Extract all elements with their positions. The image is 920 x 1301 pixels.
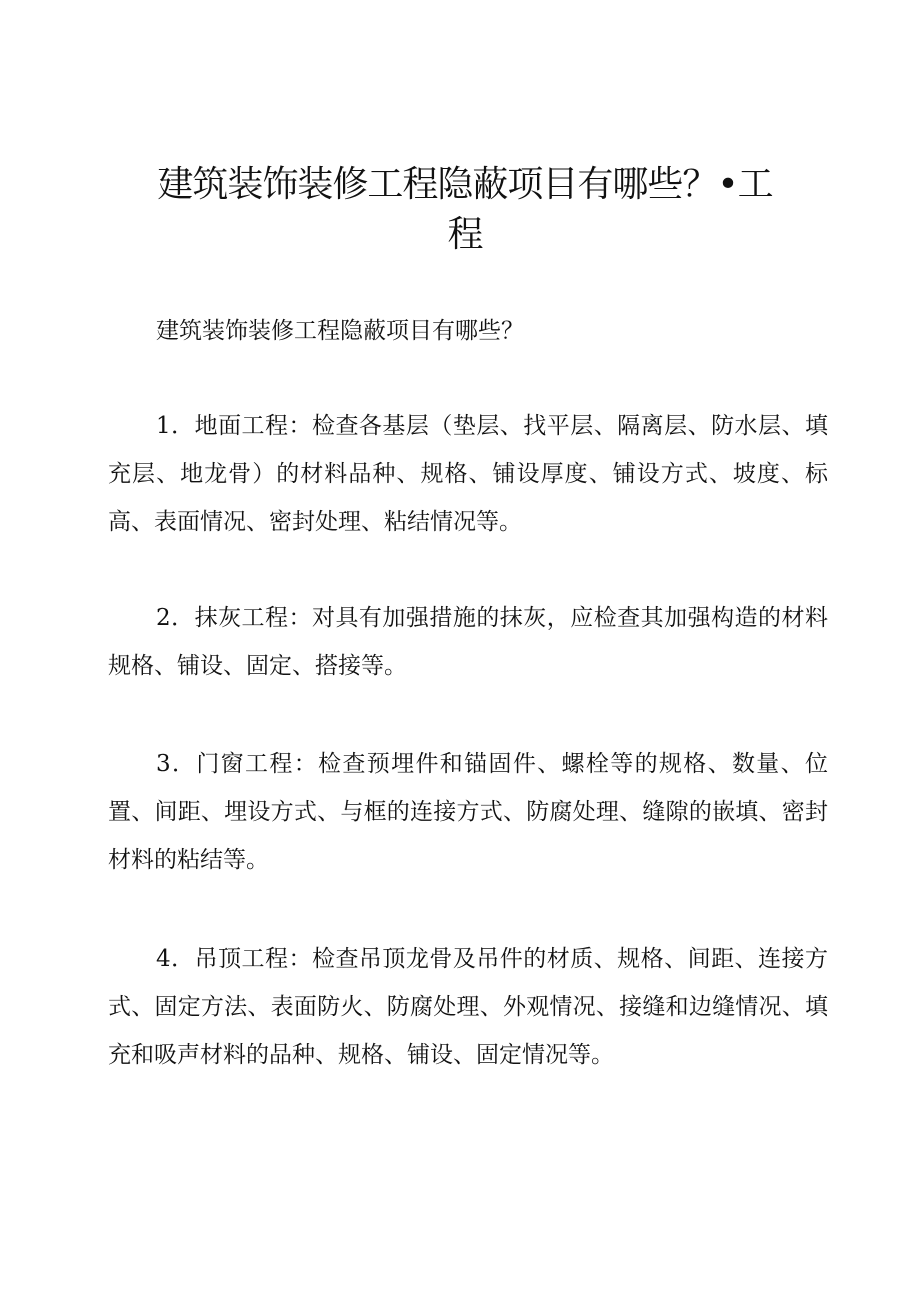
item-paragraph-ceiling: 4．吊顶工程：检查吊顶龙骨及吊件的材质、规格、间距、连接方式、固定方法、表面防火、防腐处理、外观情况、接缝和边缝情况、填充和吸声材料的品种、规格、铺设、固定情况等。 (108, 946, 828, 1068)
item-paragraph-plaster: 2．抹灰工程：对具有加强措施的抹灰，应检查其加强构造的材料规格、铺设、固定、搭接等。 (108, 605, 828, 679)
intro-paragraph: 建筑装饰装修工程隐蔽项目有哪些？ (156, 318, 524, 344)
document-title: 建筑装饰装修工程隐蔽项目有哪些？•工程 (157, 164, 773, 255)
item-paragraph-floor: 1．地面工程：检查各基层（垫层、找平层、隔离层、防水层、填充层、地龙骨）的材料品种、规格、铺设厚度、铺设方式、坡度、标高、表面情况、密封处理、粘结情况等。 (108, 413, 828, 535)
item-paragraph-doors-windows: 3．门窗工程：检查预埋件和锚固件、螺栓等的规格、数量、位置、间距、埋设方式、与框的连接方式、防腐处理、缝隙的嵌填、密封材料的粘结等。 (108, 751, 828, 873)
